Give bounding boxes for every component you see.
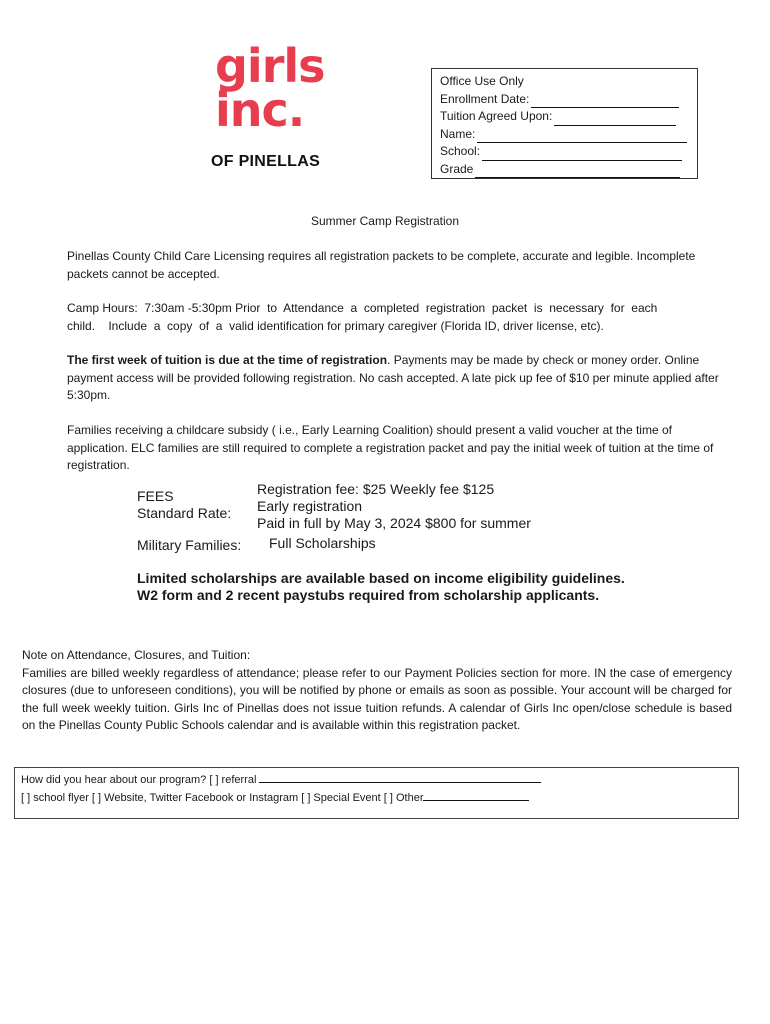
grade-line[interactable] — [475, 164, 680, 178]
school-label: School: — [440, 144, 481, 158]
subsidy-paragraph: Families receiving a childcare subsidy ( i.e., Early Learning Coalition) should present a valid voucher at the time of application. ELC families are still required to complete a registration packet and pay the initial week of tuition at the time of registration. — [67, 423, 714, 472]
other-line[interactable] — [423, 789, 529, 801]
office-use-box — [431, 68, 698, 179]
girls-inc-logo — [215, 39, 325, 137]
referral-line[interactable] — [259, 771, 541, 783]
tuition-bold-text: The first week of tuition is due at the time of registration — [67, 353, 388, 367]
attendance-note-heading: Note on Attendance, Closures, and Tuition: — [22, 648, 251, 662]
tuition-agreed-field[interactable] — [440, 108, 689, 126]
name-field[interactable] — [440, 126, 689, 144]
fee-line-3: Paid in full by May 3, 2024 $800 for summer — [257, 515, 531, 531]
name-line[interactable] — [477, 129, 687, 143]
camp-hours-line-2: child. Include a copy of a valid identification for primary caregiver (Florida ID, driver license, etc). — [67, 318, 604, 333]
camp-hours-line-1: Camp Hours: 7:30am -5:30pm Prior to Attendance a completed registration packet is necessary for each — [67, 301, 658, 315]
tuition-agreed-label: Tuition Agreed Upon: — [440, 109, 553, 123]
enrollment-date-line[interactable] — [531, 94, 679, 108]
military-families-value: Full Scholarships — [269, 535, 376, 551]
name-label: Name: — [440, 126, 476, 141]
standard-rate-label: Standard Rate: — [137, 505, 232, 521]
enrollment-date-field[interactable] — [440, 91, 689, 109]
camp-hours-paragraph — [67, 300, 735, 335]
fee-line-1: Registration fee: $25 Weekly fee $125 — [257, 481, 495, 497]
logo-subtitle: OF PINELLAS — [211, 153, 321, 170]
scholarship-line-1: Limited scholarships are available based on income eligibility guidelines. — [137, 570, 625, 586]
enrollment-date-label: Enrollment Date: — [440, 91, 530, 106]
hear-options: [ ] school flyer [ ] Website, Twitter Facebook or Instagram [ ] Special Event [ ] Other — [21, 792, 424, 804]
licensing-paragraph: Pinellas County Child Care Licensing requires all registration packets to be complete, accurate and legible. Incomplete packets cannot be accepted. — [67, 249, 696, 281]
how-did-you-hear-box — [14, 767, 739, 819]
office-use-title: Office Use Only — [440, 74, 524, 88]
grade-field[interactable] — [440, 161, 689, 179]
attendance-note — [22, 647, 732, 735]
scholarship-note — [137, 570, 625, 604]
fees-label: FEES — [137, 488, 174, 504]
logo-word-inc: inc. — [215, 83, 305, 137]
attendance-note-body: Families are billed weekly regardless of attendance; please refer to our Payment Policies section for more. IN the case of emergency closures (due to unforeseen conditions), you will be notified by phone or emails as soon as possible. Your account will be charged for the full week weekly tuition. Girls Inc of Pinellas does not issue tuition refunds. A calendar of Girls Inc open/close schedule is based on the Pinellas County Public Schools calendar and is available within this registration packet. — [22, 665, 732, 732]
military-families-label: Military Families: — [137, 537, 242, 553]
scholarship-line-2: W2 form and 2 recent paystubs required from scholarship applicants. — [137, 587, 600, 603]
tuition-agreed-line[interactable] — [554, 112, 676, 126]
hear-question: How did you hear about our program? [ ] referral — [21, 774, 260, 786]
tuition-paragraph — [67, 352, 731, 405]
school-line[interactable] — [482, 147, 682, 161]
grade-label: Grade — [440, 161, 474, 176]
hear-line-2 — [21, 789, 732, 807]
school-field[interactable] — [440, 143, 689, 161]
fee-line-2: Early registration — [257, 498, 363, 514]
hear-line-1 — [21, 771, 732, 789]
page-title: Summer Camp Registration — [310, 214, 460, 228]
logo-word-girls: girls — [215, 39, 325, 93]
tuition-rest-text: . Payments may be made by check or money order. Online payment access will be provided following registration. No cash accepted. A late pick up fee of $10 per minute applied after 5:30pm. — [67, 353, 719, 402]
